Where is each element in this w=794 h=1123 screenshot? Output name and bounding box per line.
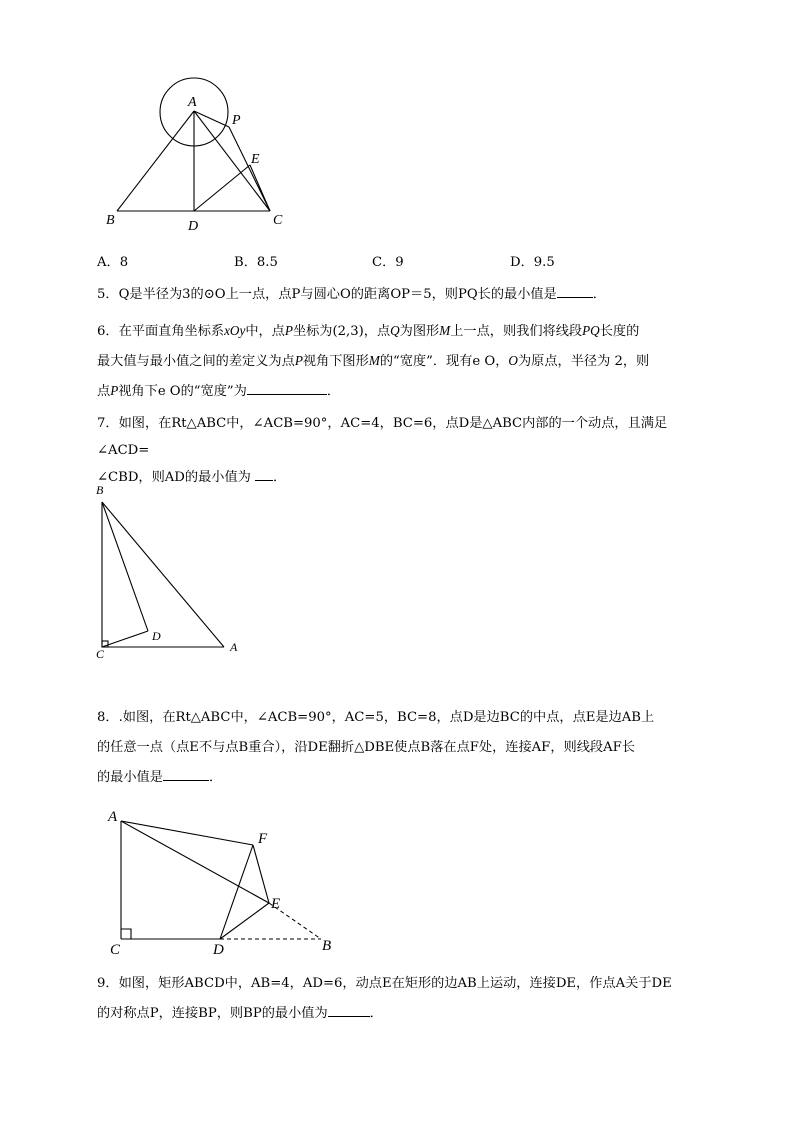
label-e: E: [271, 896, 281, 912]
label-c: C: [96, 647, 105, 661]
q6-part3: 坐标为: [292, 324, 333, 339]
q6-part1: 6．在平面直角坐标系: [97, 324, 225, 339]
segment-df: [220, 845, 253, 939]
q9-line1: 9．如图，矩形ABCD中，AB=4，AD=6，动点E在矩形的边AB上运动，连接DE，作点A关于DE: [97, 976, 672, 991]
segment-fe: [253, 845, 269, 903]
segment-pc: [229, 127, 270, 211]
q5-text: 5．Q是半径为3的⊙O上一点，点P与圆心O的距离OP＝5，则PQ长的最小值是: [97, 287, 557, 302]
option-a: A．8: [97, 255, 129, 270]
q8-line3: 的最小值是: [97, 770, 163, 785]
q6-part4: ，点: [363, 324, 391, 339]
question-6: [97, 316, 701, 406]
question-8: [97, 703, 701, 793]
segment-ae: [121, 821, 269, 903]
option-b: B．8.5: [234, 255, 278, 270]
q6-line2-a: 最大值与最小值之间的差定义为点: [97, 354, 295, 369]
question-5: [97, 281, 701, 308]
q5-end: ．: [592, 287, 606, 302]
q6-line2-e: 为原点，半径为 2，则: [517, 354, 650, 369]
segment-ba: [102, 502, 224, 647]
right-angle-mark: [121, 929, 131, 939]
label-f: F: [258, 831, 268, 847]
label-d: D: [152, 629, 161, 643]
figure-q4: [0, 0, 794, 240]
q8-line1: 8．.如图，在Rt△ABC中，∠ACB=90°，AC=5，BC=8，点D是边BC的中点，点E是边AB上: [97, 710, 655, 725]
q9-line2: 的对称点P，连接BP，则BP的最小值为: [97, 1006, 328, 1021]
segment-ab: [117, 111, 194, 211]
q8-line2: 的任意一点（点E不与点B重合），沿DE翻折△DBE使点B落在点F处，连接AF，则线段AF长: [97, 740, 635, 755]
q6-circle-o-2: e O: [157, 384, 181, 399]
segment-bd: [102, 502, 148, 631]
q5-answer-blank: [557, 285, 593, 298]
q9-answer-blank: [328, 1004, 370, 1017]
option-c: C．9: [372, 255, 404, 270]
segment-af: [121, 821, 253, 845]
segment-de: [220, 903, 269, 939]
segment-ap: [194, 111, 229, 127]
label-d: D: [188, 219, 199, 234]
q6-pq: PQ: [582, 323, 600, 338]
segment-cd: [102, 631, 148, 647]
q6-line2-b: 视角下图形: [302, 354, 369, 369]
q6-line3-c: 的“宽度”为: [180, 384, 247, 399]
label-d: D: [213, 942, 224, 958]
q9-end: ．: [369, 1006, 383, 1021]
label-p: P: [232, 113, 241, 128]
q6-q: Q: [390, 323, 400, 338]
label-e: E: [251, 152, 260, 167]
q6-line3-b: 视角下: [118, 384, 158, 399]
q6-line2-p: P: [294, 353, 303, 368]
q8-answer-blank: [163, 768, 209, 781]
segment-eb-dashed: [269, 903, 321, 939]
q7-line1: 7．如图，在Rt△ABC中，∠ACB=90°，AC=4，BC=6，点D是△ABC内部的一个动点，且满足∠ACD=: [97, 416, 668, 458]
segment-de: [194, 165, 250, 211]
option-d: D．9.5: [510, 255, 555, 270]
question-9: [97, 969, 701, 1029]
q6-line2-m: M: [368, 353, 380, 368]
q6-line3-a: 点: [97, 384, 111, 399]
label-a: A: [188, 95, 197, 110]
q6-line3-p: P: [110, 383, 119, 398]
right-angle-mark: [102, 641, 108, 647]
q6-circle-o: e O: [472, 354, 496, 369]
q6-coord: (2,3): [332, 324, 364, 339]
q6-m: M: [439, 323, 451, 338]
label-b: B: [106, 213, 115, 228]
q6-o: O: [508, 353, 518, 368]
q6-part2: 中，点: [245, 324, 285, 339]
label-c: C: [110, 942, 121, 958]
q6-line2-d: ，: [495, 354, 509, 369]
q8-end: ．: [208, 770, 223, 785]
label-b: B: [96, 483, 104, 497]
q6-end: ．: [326, 384, 341, 399]
label-a: A: [108, 809, 118, 825]
q6-part5: 为图形: [399, 324, 440, 339]
q6-part7: 长度的: [599, 324, 640, 339]
question-7: [97, 410, 701, 491]
q6-part6: 上一点，则我们将线段: [450, 324, 583, 339]
q7-answer-blank: [255, 468, 273, 481]
q6-xoy: xOy: [224, 323, 246, 338]
q6-answer-blank: [247, 382, 327, 395]
q7-line2: ∠CBD，则AD的最小值为: [97, 470, 251, 485]
label-c: C: [273, 213, 283, 228]
q7-end: ．: [273, 470, 287, 485]
label-a: A: [230, 640, 238, 654]
q6-line2-c: 的“宽度”．现有: [379, 354, 473, 369]
label-b: B: [322, 938, 332, 954]
q6-p: P: [284, 323, 293, 338]
